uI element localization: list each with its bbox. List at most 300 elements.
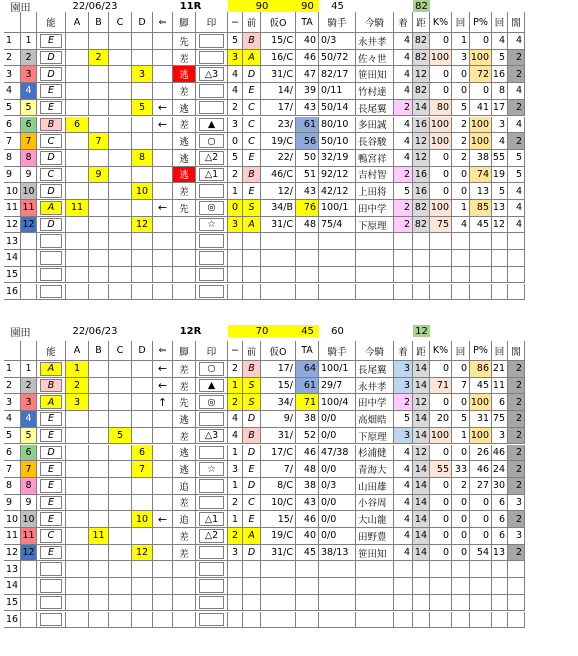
cell-kari[interactable]: 15/ <box>261 511 296 528</box>
cell-chaku[interactable]: 4 <box>394 478 413 495</box>
cell-b[interactable] <box>89 411 109 428</box>
cell-b[interactable] <box>89 595 109 612</box>
cell-kai1[interactable] <box>452 561 470 578</box>
cell-shirushi[interactable] <box>196 428 228 445</box>
cell-kpct[interactable]: 0 <box>430 33 452 50</box>
cell-kpct[interactable] <box>430 267 452 284</box>
cell-minus[interactable]: 3 <box>228 217 243 234</box>
cell-kai2[interactable]: 13 <box>492 200 508 217</box>
cell-kyaku[interactable]: 差 <box>173 428 196 445</box>
cell-minus[interactable]: 2 <box>228 394 243 411</box>
cell-d[interactable] <box>132 133 153 150</box>
cell-chaku[interactable]: 5 <box>394 411 413 428</box>
cell-a[interactable] <box>66 461 89 478</box>
cell-arrow[interactable] <box>153 167 173 184</box>
cell-ta[interactable]: 64 <box>296 361 319 378</box>
cell-kai1[interactable]: 2 <box>452 133 470 150</box>
cell-kai1[interactable]: 2 <box>452 150 470 167</box>
cell-b[interactable] <box>89 100 109 117</box>
cell-mae[interactable]: D <box>243 66 261 83</box>
cell-num[interactable]: 16 <box>4 612 21 629</box>
cell-kai1[interactable]: 1 <box>452 33 470 50</box>
cell-kishu[interactable]: 100/4 <box>319 394 356 411</box>
cell-kari[interactable]: 17/ <box>261 100 296 117</box>
cell-minus[interactable]: 2 <box>228 528 243 545</box>
cell-b[interactable] <box>89 511 109 528</box>
cell-c[interactable] <box>109 578 132 595</box>
cell-kai2[interactable] <box>492 612 508 629</box>
cell-mae[interactable] <box>243 267 261 284</box>
column-header-imakishu[interactable]: 今騎 <box>356 341 394 361</box>
cell-kan[interactable] <box>508 284 525 301</box>
cell-b[interactable] <box>89 378 109 395</box>
cell-mae[interactable] <box>243 578 261 595</box>
cell-nou[interactable] <box>37 83 66 100</box>
cell-ban[interactable]: 7 <box>21 133 37 150</box>
cell-d[interactable]: 5 <box>132 100 153 117</box>
cell-kan[interactable]: 5 <box>508 167 525 184</box>
cell-num[interactable]: 2 <box>4 50 21 67</box>
cell-shirushi[interactable] <box>196 361 228 378</box>
column-header-num[interactable] <box>4 12 21 33</box>
cell-kan[interactable]: 4 <box>508 83 525 100</box>
cell-c[interactable] <box>109 545 132 562</box>
cell-ta[interactable] <box>296 595 319 612</box>
column-header-shirushi[interactable]: 印 <box>196 12 228 33</box>
cell-arrow[interactable]: ← <box>153 511 173 528</box>
cell-a[interactable] <box>66 133 89 150</box>
cell-d[interactable] <box>132 561 153 578</box>
cell-chaku[interactable] <box>394 284 413 301</box>
cell-ban[interactable]: 2 <box>21 378 37 395</box>
cell-b[interactable]: 7 <box>89 133 109 150</box>
cell-nou[interactable] <box>37 578 66 595</box>
cell-imakishu[interactable]: 長尾翼 <box>356 100 394 117</box>
cell-kan[interactable] <box>508 561 525 578</box>
cell-ta[interactable]: 43 <box>296 495 319 512</box>
cell-c[interactable] <box>109 495 132 512</box>
cell-kyori[interactable]: 16 <box>413 167 430 184</box>
cell-a[interactable] <box>66 33 89 50</box>
cell-mae[interactable]: E <box>243 183 261 200</box>
cell-ban[interactable] <box>21 612 37 629</box>
cell-kari[interactable]: 15/ <box>261 378 296 395</box>
cell-ppct[interactable]: 45 <box>470 378 492 395</box>
cell-b[interactable] <box>89 117 109 134</box>
cell-imakishu[interactable]: 杉浦健 <box>356 445 394 462</box>
cell-kan[interactable]: 4 <box>508 33 525 50</box>
cell-kpct[interactable]: 100 <box>430 428 452 445</box>
cell-kishu[interactable] <box>319 595 356 612</box>
cell-num[interactable]: 16 <box>4 284 21 301</box>
cell-d[interactable] <box>132 595 153 612</box>
cell-nou[interactable] <box>37 33 66 50</box>
cell-num[interactable]: 13 <box>4 561 21 578</box>
cell-c[interactable] <box>109 411 132 428</box>
cell-ta[interactable]: 61 <box>296 378 319 395</box>
cell-ppct[interactable]: 46 <box>470 461 492 478</box>
cell-mae[interactable]: B <box>243 167 261 184</box>
column-header-ppct[interactable]: P% <box>470 12 492 33</box>
cell-kyori[interactable] <box>413 267 430 284</box>
cell-a[interactable] <box>66 561 89 578</box>
cell-kari[interactable]: 22/ <box>261 150 296 167</box>
cell-kai1[interactable] <box>452 612 470 629</box>
cell-kai2[interactable]: 3 <box>492 117 508 134</box>
cell-ban[interactable]: 6 <box>21 445 37 462</box>
cell-kyori[interactable]: 14 <box>413 428 430 445</box>
cell-kai2[interactable]: 55 <box>492 150 508 167</box>
cell-arrow[interactable]: ← <box>153 100 173 117</box>
cell-nou[interactable] <box>37 183 66 200</box>
cell-d[interactable] <box>132 284 153 301</box>
cell-kyori[interactable]: 12 <box>413 133 430 150</box>
cell-kyaku[interactable] <box>173 233 196 250</box>
cell-b[interactable] <box>89 478 109 495</box>
cell-minus[interactable]: 5 <box>228 150 243 167</box>
cell-kyaku[interactable]: 追 <box>173 511 196 528</box>
cell-b[interactable] <box>89 545 109 562</box>
cell-c[interactable] <box>109 133 132 150</box>
cell-arrow[interactable] <box>153 250 173 267</box>
cell-a[interactable] <box>66 83 89 100</box>
cell-mae[interactable]: D <box>243 445 261 462</box>
cell-kai1[interactable]: 2 <box>452 117 470 134</box>
cell-shirushi[interactable] <box>196 83 228 100</box>
cell-b[interactable] <box>89 33 109 50</box>
cell-c[interactable] <box>109 100 132 117</box>
cell-kai2[interactable] <box>492 561 508 578</box>
cell-ban[interactable]: 12 <box>21 545 37 562</box>
cell-arrow[interactable] <box>153 411 173 428</box>
cell-arrow[interactable] <box>153 578 173 595</box>
cell-kan[interactable]: 3 <box>508 495 525 512</box>
cell-kyori[interactable]: 82 <box>413 50 430 67</box>
cell-b[interactable]: 9 <box>89 167 109 184</box>
cell-arrow[interactable] <box>153 267 173 284</box>
cell-num[interactable]: 4 <box>4 411 21 428</box>
cell-ppct[interactable]: 0 <box>470 495 492 512</box>
column-header-d[interactable]: D <box>132 12 153 33</box>
cell-a[interactable]: 1 <box>66 361 89 378</box>
cell-kai2[interactable]: 4 <box>492 33 508 50</box>
cell-a[interactable] <box>66 250 89 267</box>
cell-minus[interactable]: 0 <box>228 200 243 217</box>
cell-num[interactable]: 8 <box>4 478 21 495</box>
cell-kai1[interactable]: 0 <box>452 394 470 411</box>
cell-kai1[interactable]: 0 <box>452 167 470 184</box>
cell-kari[interactable]: 19/C <box>261 528 296 545</box>
cell-kan[interactable]: 4 <box>508 217 525 234</box>
cell-nou[interactable] <box>37 361 66 378</box>
cell-chaku[interactable]: 4 <box>394 461 413 478</box>
cell-kai2[interactable]: 11 <box>492 378 508 395</box>
cell-ta[interactable]: 46 <box>296 50 319 67</box>
cell-kyori[interactable] <box>413 595 430 612</box>
cell-a[interactable] <box>66 411 89 428</box>
column-header-nou[interactable]: 能 <box>37 341 66 361</box>
cell-ppct[interactable] <box>470 250 492 267</box>
cell-minus[interactable]: 4 <box>228 83 243 100</box>
cell-kpct[interactable] <box>430 561 452 578</box>
cell-a[interactable] <box>66 578 89 595</box>
cell-kyaku[interactable]: 差 <box>173 183 196 200</box>
cell-chaku[interactable] <box>394 578 413 595</box>
column-header-num[interactable] <box>4 341 21 361</box>
cell-b[interactable] <box>89 495 109 512</box>
cell-chaku[interactable]: 4 <box>394 133 413 150</box>
cell-num[interactable]: 14 <box>4 250 21 267</box>
cell-ban[interactable]: 9 <box>21 495 37 512</box>
cell-kyori[interactable]: 12 <box>413 66 430 83</box>
cell-imakishu[interactable]: 永井孝 <box>356 33 394 50</box>
cell-a[interactable] <box>66 50 89 67</box>
cell-chaku[interactable]: 4 <box>394 50 413 67</box>
cell-ppct[interactable]: 100 <box>470 133 492 150</box>
cell-b[interactable] <box>89 361 109 378</box>
cell-kan[interactable]: 5 <box>508 150 525 167</box>
cell-kishu[interactable]: 50/14 <box>319 100 356 117</box>
cell-shirushi[interactable] <box>196 150 228 167</box>
cell-b[interactable] <box>89 66 109 83</box>
cell-kyaku[interactable]: 差 <box>173 378 196 395</box>
cell-ppct[interactable]: 0 <box>470 528 492 545</box>
cell-shirushi[interactable] <box>196 612 228 629</box>
cell-ppct[interactable]: 85 <box>470 200 492 217</box>
column-header-kyaku[interactable]: 脚 <box>173 341 196 361</box>
cell-num[interactable]: 1 <box>4 361 21 378</box>
cell-kai2[interactable]: 8 <box>492 83 508 100</box>
cell-ta[interactable] <box>296 267 319 284</box>
cell-d[interactable] <box>132 528 153 545</box>
cell-d[interactable]: 12 <box>132 217 153 234</box>
cell-nou[interactable] <box>37 284 66 301</box>
cell-ban[interactable]: 1 <box>21 33 37 50</box>
cell-mae[interactable]: B <box>243 361 261 378</box>
cell-kai1[interactable]: 0 <box>452 66 470 83</box>
cell-minus[interactable] <box>228 233 243 250</box>
cell-kyori[interactable]: 82 <box>413 217 430 234</box>
cell-c[interactable] <box>109 183 132 200</box>
cell-num[interactable]: 3 <box>4 394 21 411</box>
cell-kyaku[interactable] <box>173 612 196 629</box>
column-header-kan[interactable]: 閤 <box>508 341 525 361</box>
cell-ban[interactable]: 9 <box>21 167 37 184</box>
cell-kishu[interactable]: 42/12 <box>319 183 356 200</box>
cell-d[interactable] <box>132 428 153 445</box>
cell-kai2[interactable] <box>492 233 508 250</box>
cell-kai1[interactable]: 0 <box>452 528 470 545</box>
cell-kyaku[interactable]: 逃 <box>173 461 196 478</box>
cell-ppct[interactable]: 0 <box>470 511 492 528</box>
column-header-mae[interactable]: 前 <box>243 341 261 361</box>
cell-kpct[interactable]: 80 <box>430 100 452 117</box>
cell-ta[interactable]: 47 <box>296 66 319 83</box>
cell-ta[interactable]: 61 <box>296 117 319 134</box>
cell-chaku[interactable]: 4 <box>394 150 413 167</box>
cell-kpct[interactable]: 75 <box>430 217 452 234</box>
cell-ban[interactable]: 8 <box>21 478 37 495</box>
cell-ta[interactable]: 48 <box>296 461 319 478</box>
cell-kari[interactable]: 14/ <box>261 83 296 100</box>
cell-kai2[interactable]: 6 <box>492 511 508 528</box>
cell-kyaku[interactable] <box>173 250 196 267</box>
cell-ta[interactable]: 40 <box>296 33 319 50</box>
cell-kishu[interactable]: 0/11 <box>319 83 356 100</box>
cell-mae[interactable]: E <box>243 150 261 167</box>
cell-shirushi[interactable] <box>196 461 228 478</box>
cell-kyori[interactable]: 12 <box>413 394 430 411</box>
cell-kan[interactable] <box>508 578 525 595</box>
cell-kyaku[interactable]: 先 <box>173 200 196 217</box>
cell-d[interactable]: 7 <box>132 461 153 478</box>
cell-kyaku[interactable]: 先 <box>173 394 196 411</box>
cell-arrow[interactable] <box>153 217 173 234</box>
cell-kari[interactable]: 31/C <box>261 545 296 562</box>
cell-kpct[interactable]: 0 <box>430 545 452 562</box>
cell-num[interactable]: 10 <box>4 511 21 528</box>
cell-ta[interactable] <box>296 561 319 578</box>
cell-mae[interactable] <box>243 612 261 629</box>
cell-ppct[interactable] <box>470 267 492 284</box>
cell-c[interactable] <box>109 394 132 411</box>
cell-c[interactable] <box>109 33 132 50</box>
cell-arrow[interactable] <box>153 183 173 200</box>
cell-kan[interactable]: 2 <box>508 445 525 462</box>
column-header-kpct[interactable]: K% <box>430 341 452 361</box>
cell-b[interactable] <box>89 200 109 217</box>
column-header-kishu[interactable]: 騎手 <box>319 341 356 361</box>
cell-ban[interactable]: 6 <box>21 117 37 134</box>
cell-c[interactable] <box>109 284 132 301</box>
cell-kai1[interactable]: 0 <box>452 511 470 528</box>
cell-c[interactable] <box>109 83 132 100</box>
cell-kan[interactable]: 2 <box>508 100 525 117</box>
cell-ta[interactable]: 76 <box>296 200 319 217</box>
cell-minus[interactable]: 4 <box>228 411 243 428</box>
cell-shirushi[interactable] <box>196 445 228 462</box>
cell-num[interactable]: 9 <box>4 167 21 184</box>
cell-d[interactable]: 6 <box>132 445 153 462</box>
cell-shirushi[interactable] <box>196 578 228 595</box>
cell-ta[interactable]: 56 <box>296 133 319 150</box>
cell-kari[interactable] <box>261 250 296 267</box>
cell-nou[interactable] <box>37 267 66 284</box>
cell-kari[interactable]: 16/C <box>261 50 296 67</box>
cell-num[interactable]: 7 <box>4 133 21 150</box>
cell-arrow[interactable] <box>153 528 173 545</box>
cell-a[interactable]: 2 <box>66 378 89 395</box>
cell-b[interactable] <box>89 428 109 445</box>
cell-chaku[interactable]: 3 <box>394 361 413 378</box>
cell-imakishu[interactable]: 大山龍 <box>356 511 394 528</box>
cell-a[interactable] <box>66 66 89 83</box>
cell-b[interactable] <box>89 233 109 250</box>
cell-kyori[interactable]: 12 <box>413 445 430 462</box>
cell-a[interactable]: 3 <box>66 394 89 411</box>
cell-c[interactable] <box>109 50 132 67</box>
cell-ta[interactable]: 46 <box>296 511 319 528</box>
cell-shirushi[interactable] <box>196 394 228 411</box>
cell-d[interactable] <box>132 612 153 629</box>
column-header-kai1[interactable]: 回 <box>452 341 470 361</box>
cell-kai2[interactable]: 13 <box>492 545 508 562</box>
cell-arrow[interactable] <box>153 284 173 301</box>
cell-mae[interactable]: B <box>243 33 261 50</box>
cell-chaku[interactable]: 2 <box>394 100 413 117</box>
cell-imakishu[interactable]: 田中学 <box>356 200 394 217</box>
cell-c[interactable] <box>109 267 132 284</box>
cell-imakishu[interactable]: 下原理 <box>356 428 394 445</box>
cell-shirushi[interactable] <box>196 545 228 562</box>
cell-nou[interactable] <box>37 250 66 267</box>
cell-b[interactable]: 11 <box>89 528 109 545</box>
cell-kishu[interactable] <box>319 284 356 301</box>
cell-c[interactable]: 5 <box>109 428 132 445</box>
cell-kai2[interactable] <box>492 595 508 612</box>
column-header-kari[interactable]: 仮O <box>261 12 296 33</box>
cell-kishu[interactable]: 100/1 <box>319 200 356 217</box>
cell-c[interactable] <box>109 612 132 629</box>
cell-kyori[interactable]: 14 <box>413 361 430 378</box>
cell-kan[interactable]: 2 <box>508 378 525 395</box>
cell-kai2[interactable] <box>492 267 508 284</box>
column-header-arrow[interactable]: ⇐ <box>153 341 173 361</box>
cell-nou[interactable] <box>37 428 66 445</box>
cell-nou[interactable] <box>37 133 66 150</box>
cell-kari[interactable]: 7/ <box>261 461 296 478</box>
cell-mae[interactable]: E <box>243 83 261 100</box>
cell-mae[interactable]: A <box>243 50 261 67</box>
cell-kyori[interactable]: 16 <box>413 117 430 134</box>
cell-kpct[interactable]: 100 <box>430 200 452 217</box>
cell-minus[interactable]: 5 <box>228 33 243 50</box>
cell-imakishu[interactable]: 吉村智 <box>356 167 394 184</box>
cell-kai2[interactable]: 17 <box>492 100 508 117</box>
cell-arrow[interactable] <box>153 461 173 478</box>
cell-arrow[interactable]: ← <box>153 117 173 134</box>
column-header-ban[interactable] <box>21 12 37 33</box>
cell-kishu[interactable] <box>319 233 356 250</box>
cell-ban[interactable] <box>21 561 37 578</box>
cell-arrow[interactable] <box>153 133 173 150</box>
cell-kpct[interactable]: 71 <box>430 378 452 395</box>
cell-kan[interactable]: 2 <box>508 361 525 378</box>
cell-kishu[interactable]: 50/72 <box>319 50 356 67</box>
cell-d[interactable] <box>132 200 153 217</box>
cell-shirushi[interactable] <box>196 267 228 284</box>
cell-ppct[interactable]: 26 <box>470 445 492 462</box>
cell-shirushi[interactable] <box>196 511 228 528</box>
cell-shirushi[interactable] <box>196 478 228 495</box>
cell-imakishu[interactable] <box>356 561 394 578</box>
cell-c[interactable] <box>109 561 132 578</box>
cell-chaku[interactable] <box>394 267 413 284</box>
cell-a[interactable] <box>66 267 89 284</box>
cell-a[interactable] <box>66 595 89 612</box>
cell-kyori[interactable]: 14 <box>413 411 430 428</box>
cell-imakishu[interactable]: 上田将 <box>356 183 394 200</box>
cell-d[interactable]: 8 <box>132 150 153 167</box>
cell-ppct[interactable]: 100 <box>470 428 492 445</box>
cell-c[interactable] <box>109 217 132 234</box>
column-header-chaku[interactable]: 着 <box>394 12 413 33</box>
cell-kai1[interactable] <box>452 595 470 612</box>
cell-kyaku[interactable]: 先 <box>173 33 196 50</box>
cell-a[interactable] <box>66 100 89 117</box>
cell-ta[interactable]: 45 <box>296 545 319 562</box>
cell-kyaku[interactable]: 逃 <box>173 445 196 462</box>
